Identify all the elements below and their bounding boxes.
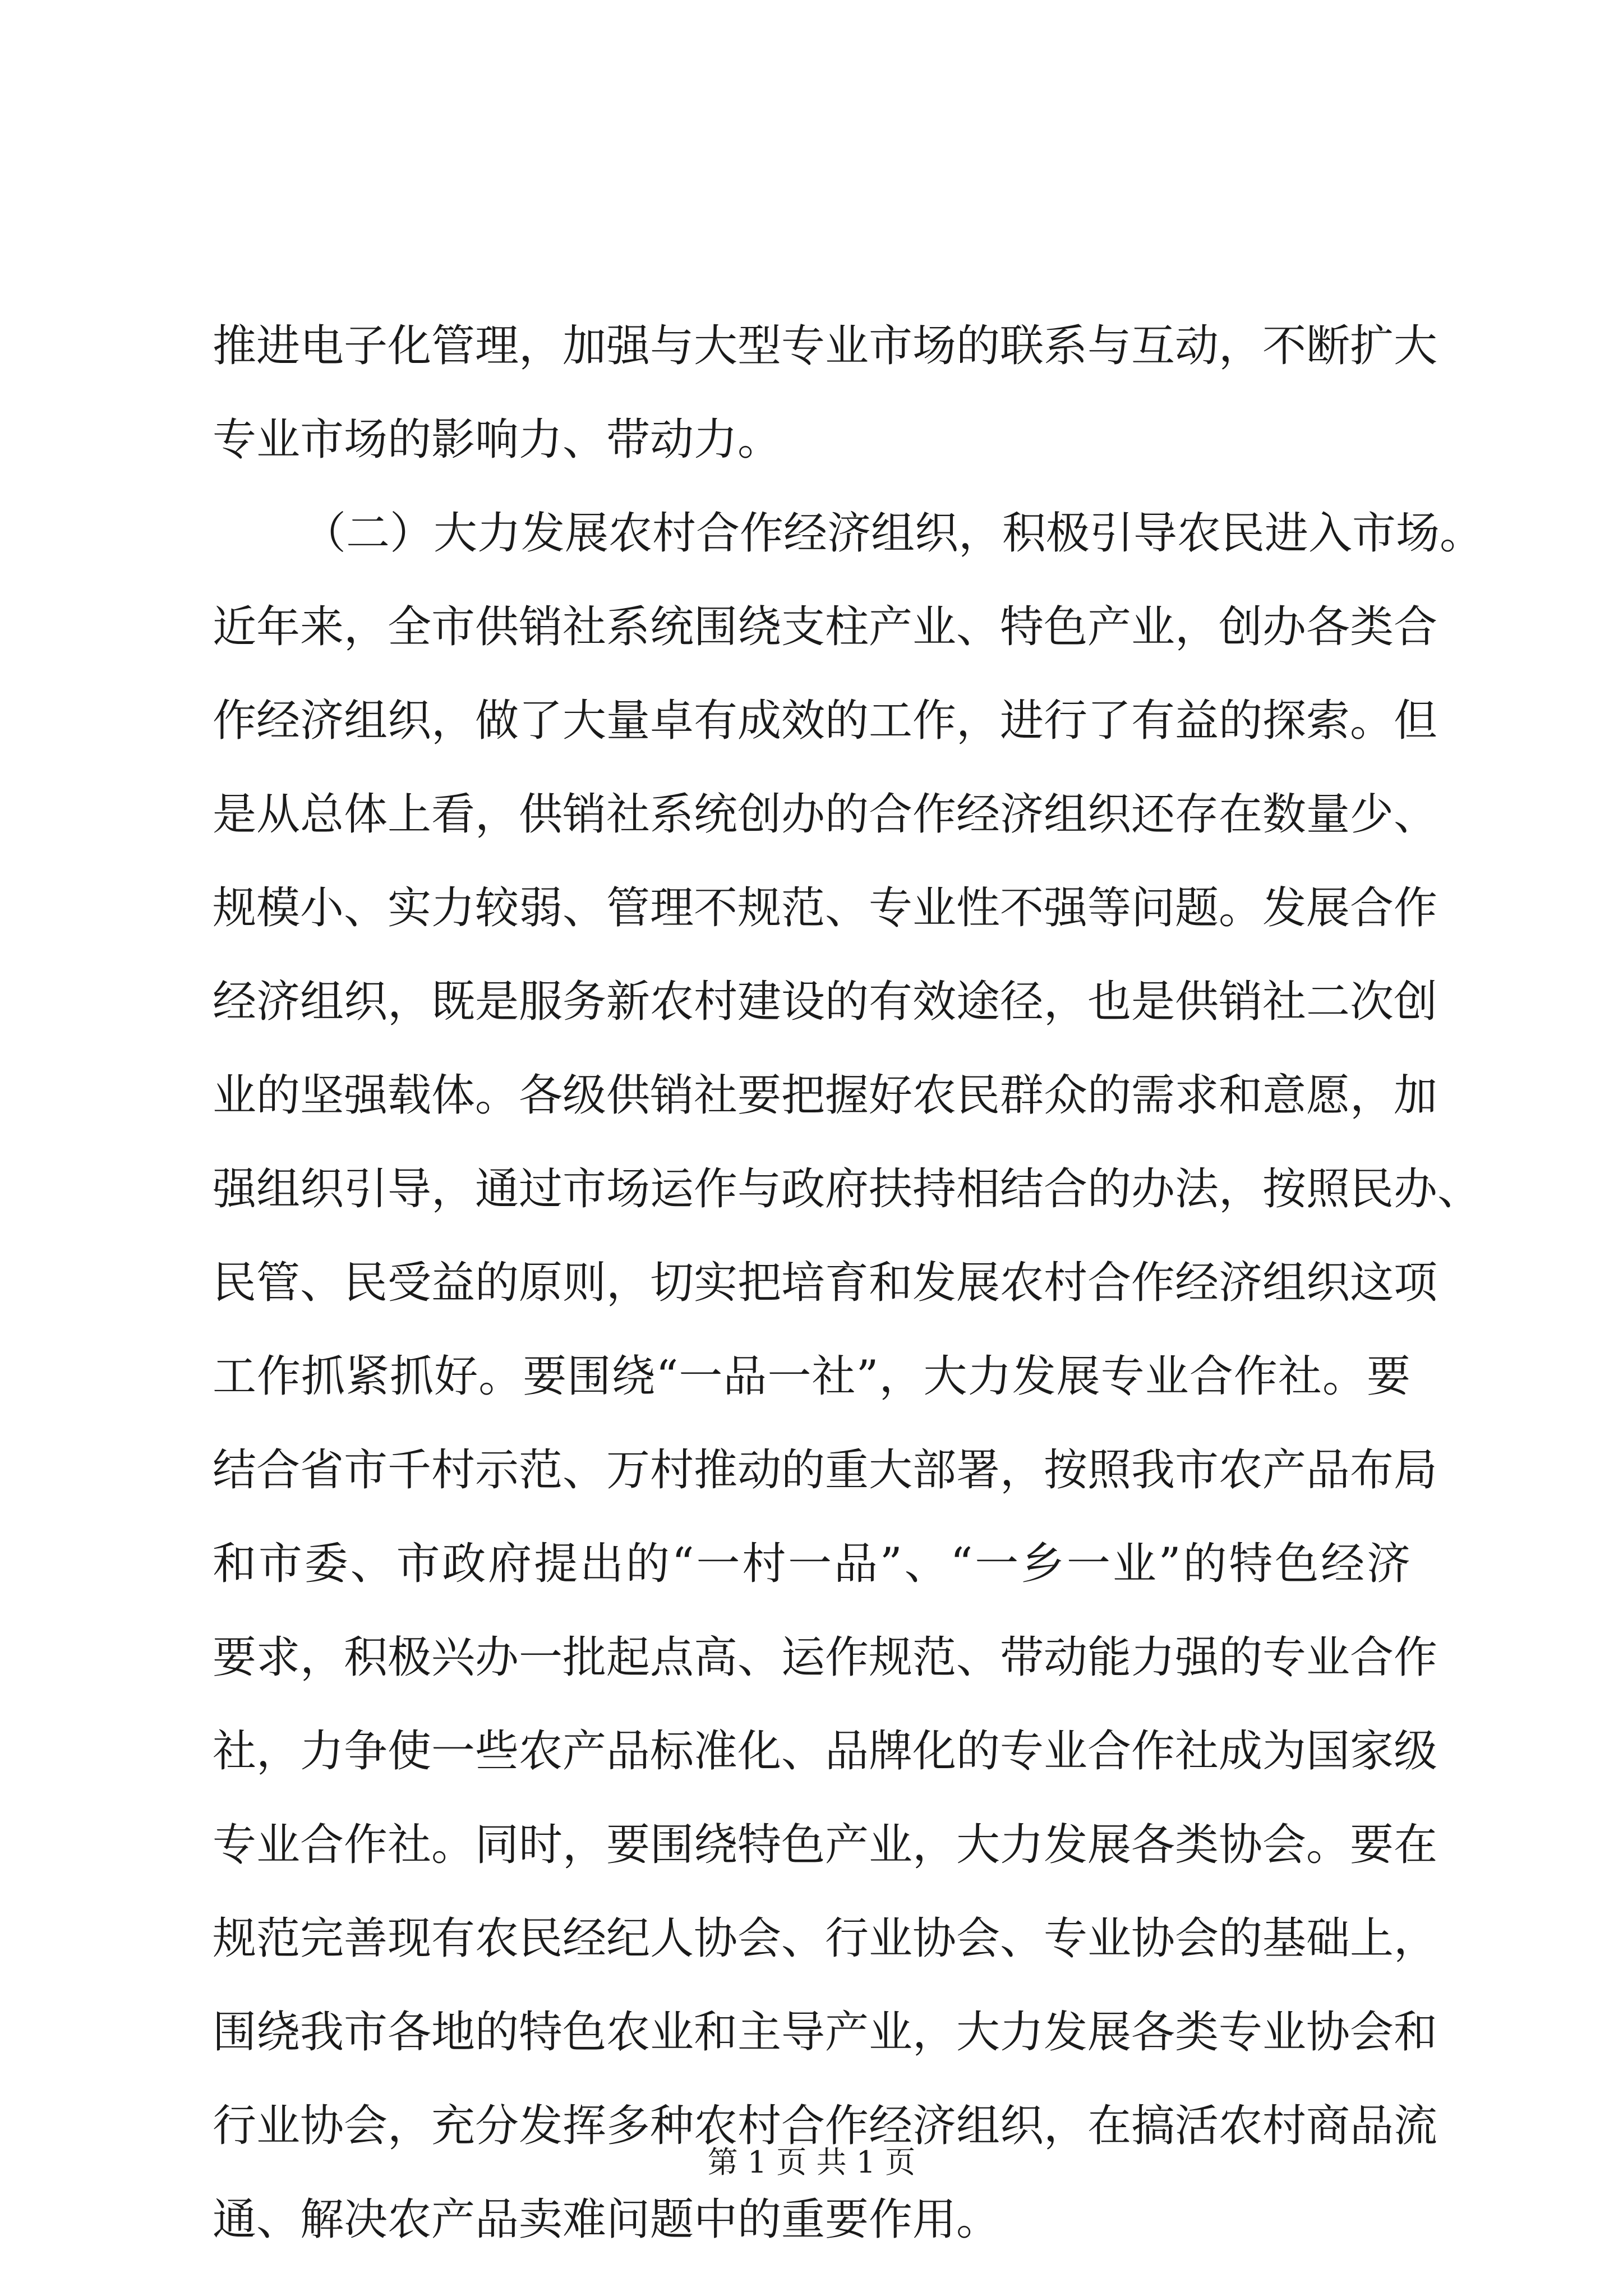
text-line: 经济组织，既是服务新农村建设的有效途径，也是供销社二次创 xyxy=(213,977,1438,1027)
text-line: 业的坚强载体。各级供销社要把握好农民群众的需求和意愿，加 xyxy=(213,1070,1438,1121)
text-line: 通、解决农产品卖难问题中的重要作用。 xyxy=(213,2194,1000,2245)
text-line: 规模小、实力较弱、管理不规范、专业性不强等问题。发展合作 xyxy=(213,883,1438,933)
text-line: 行业协会，充分发挥多种农村合作经济组织，在搞活农村商品流 xyxy=(213,2101,1438,2151)
text-line: 社，力争使一些农产品标准化、品牌化的专业合作社成为国家级 xyxy=(213,1726,1438,1777)
text-line: 结合省市千村示范、万村推动的重大部署，按照我市农产品布局 xyxy=(213,1445,1438,1496)
text-line: 推进电子化管理，加强与大型专业市场的联系与互动，不断扩大 xyxy=(213,321,1438,371)
text-line: 要求，积极兴办一批起点高、运作规范、带动能力强的专业合作 xyxy=(213,1632,1438,1683)
text-line: 规范完善现有农民经纪人协会、行业协会、专业协会的基础上， xyxy=(213,1913,1438,1964)
paragraph-heading-line: （二）大力发展农村合作经济组织，积极引导农民进入市场。 xyxy=(302,508,1484,559)
text-line: 工作抓紧抓好。要围绕“一品一社”，大力发展专业合作社。要 xyxy=(213,1351,1410,1402)
text-line: 作经济组织，做了大量卓有成效的工作，进行了有益的探索。但 xyxy=(213,696,1438,746)
text-line: 是从总体上看，供销社系统创办的合作经济组织还存在数量少、 xyxy=(213,789,1438,840)
page-number-footer: 第 1 页 共 1 页 xyxy=(707,2145,916,2180)
text-line: 强组织引导，通过市场运作与政府扶持相结合的办法，按照民办、 xyxy=(213,1164,1482,1214)
body-text xyxy=(213,300,1484,2267)
text-line: 和市委、市政府提出的“一村一品”、“一乡一业”的特色经济 xyxy=(213,1539,1410,1589)
text-line: 专业市场的影响力、带动力。 xyxy=(213,415,782,465)
text-line: 民管、民受益的原则，切实把培育和发展农村合作经济组织这项 xyxy=(213,1258,1438,1308)
text-line: 专业合作社。同时，要围绕特色产业，大力发展各类协会。要在 xyxy=(213,1820,1438,1870)
text-line: 近年来，全市供销社系统围绕支柱产业、特色产业，创办各类合 xyxy=(213,602,1438,652)
text-line: 围绕我市各地的特色农业和主导产业，大力发展各类专业协会和 xyxy=(213,2007,1438,2058)
